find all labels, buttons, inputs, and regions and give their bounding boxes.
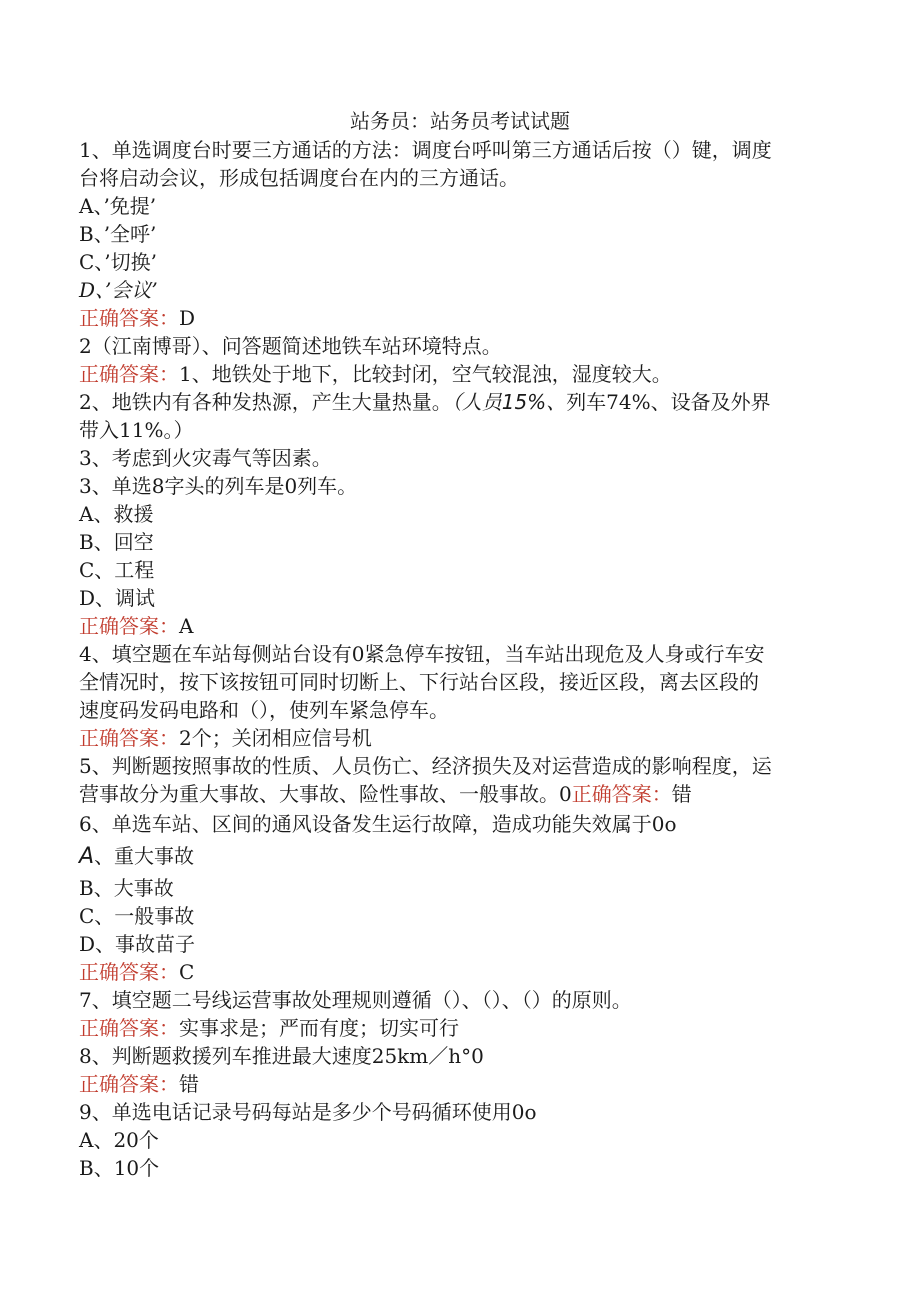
q3-option-a: A、救援 <box>79 502 154 526</box>
answer-value: C <box>179 960 195 984</box>
q9-option-a: A、20个 <box>79 1128 159 1152</box>
answer-value: A <box>179 614 194 638</box>
q6-option-c: C、一般事故 <box>79 904 195 928</box>
q1-stem-line-1: 1、单选调度台时要三方通话的方法：调度台呼叫第三方通话后按（）键，调度 <box>79 138 772 162</box>
q8-stem: 8、判断题救援列车推进最大速度25km／h°0 <box>79 1044 484 1068</box>
q3-option-d: D、调试 <box>79 586 156 610</box>
answer-label: 正确答案： <box>79 614 179 638</box>
q3-option-b: B、回空 <box>79 530 154 554</box>
answer-label: 正确答案： <box>79 362 179 386</box>
q1-option-c: C、’切换’ <box>79 250 158 274</box>
answer-value: 1、地铁处于地下，比较封闭，空气较混浊，湿度较大。 <box>179 362 672 386</box>
q7-stem: 7、填空题二号线运营事故处理规则遵循（）、（）、（）的原则。 <box>79 988 632 1012</box>
answer-label: 正确答案： <box>79 306 179 330</box>
answer-value: 错 <box>179 1072 199 1096</box>
answer-label: 正确答案： <box>79 726 179 750</box>
q6-option-b: B、大事故 <box>79 876 174 900</box>
page-title: 站务员：站务员考试试题 <box>350 109 570 133</box>
q9-stem: 9、单选电话记录号码每站是多少个号码循环使用0o <box>79 1100 537 1124</box>
q2-answer-line-2 <box>79 388 839 416</box>
q4-stem-line-1: 4、填空题在车站每侧站台设有0紧急停车按钮，当车站出现危及人身或行车安 <box>79 642 765 666</box>
q4-stem-line-2: 全情况时，按下该按钮可同时切断上、下行站台区段，接近区段，离去区段的 <box>79 670 759 694</box>
q1-stem-line-2: 台将启动会议，形成包括调度台在内的三方通话。 <box>79 166 519 190</box>
q1-option-b: B、’全呼’ <box>79 222 157 246</box>
answer-label: 正确答案： <box>79 960 179 984</box>
q6-answer <box>79 958 839 986</box>
q5-stem-line-1: 5、判断题按照事故的性质、人员伤亡、经济损失及对运营造成的影响程度，运 <box>79 754 772 778</box>
q4-answer <box>79 724 839 752</box>
answer-value: D <box>179 306 196 330</box>
answer-value: 错 <box>671 782 692 806</box>
q3-option-c: C、工程 <box>79 558 155 582</box>
q9-option-b: B、10个 <box>79 1156 160 1180</box>
q3-answer <box>79 612 839 640</box>
option-text: 、重大事故 <box>94 844 195 868</box>
answer-label: 正确答案： <box>571 782 672 806</box>
answer-label: 正确答案： <box>79 1016 179 1040</box>
q3-stem: 3、单选8字头的列车是0列车。 <box>79 474 358 498</box>
q5-stem-line-2 <box>79 780 839 808</box>
q2-answer-line-3: 带入11%。） <box>79 418 194 442</box>
q2-stem: 2（江南博哥）、问答题简述地铁车站环境特点。 <box>79 334 502 358</box>
answer-label: 正确答案： <box>79 1072 179 1096</box>
answer-value: 实事求是；严而有度；切实可行 <box>179 1016 459 1040</box>
q5-stem-text: 营事故分为重大事故、大事故、险性事故、一般事故。0 <box>79 782 572 806</box>
answer-text: 2、地铁内有各种发热源，产生大量热量。 <box>79 390 452 414</box>
q2-answer-line-1 <box>79 360 839 388</box>
answer-value: 2个；关闭相应信号机 <box>179 726 372 750</box>
option-letter: A <box>79 844 95 869</box>
answer-text: 列车74%、设备及外界 <box>566 390 771 414</box>
q6-option-d: D、事故苗子 <box>79 932 196 956</box>
q4-stem-line-3: 速度码发码电路和（），使列车紧急停车。 <box>79 698 449 722</box>
q6-stem: 6、单选车站、区间的通风设备发生运行故障，造成功能失效属于0o <box>79 812 677 836</box>
q1-option-d: D、’会议’ <box>79 278 158 302</box>
q1-answer <box>79 304 839 332</box>
q1-option-a: A、’免提’ <box>79 194 157 218</box>
q2-answer-line-4: 3、考虑到火灾毒气等因素。 <box>79 446 332 470</box>
answer-text-italic: （人员15%、 <box>451 390 567 414</box>
q6-option-a <box>79 842 839 871</box>
q7-answer <box>79 1014 839 1042</box>
q8-answer <box>79 1070 839 1098</box>
